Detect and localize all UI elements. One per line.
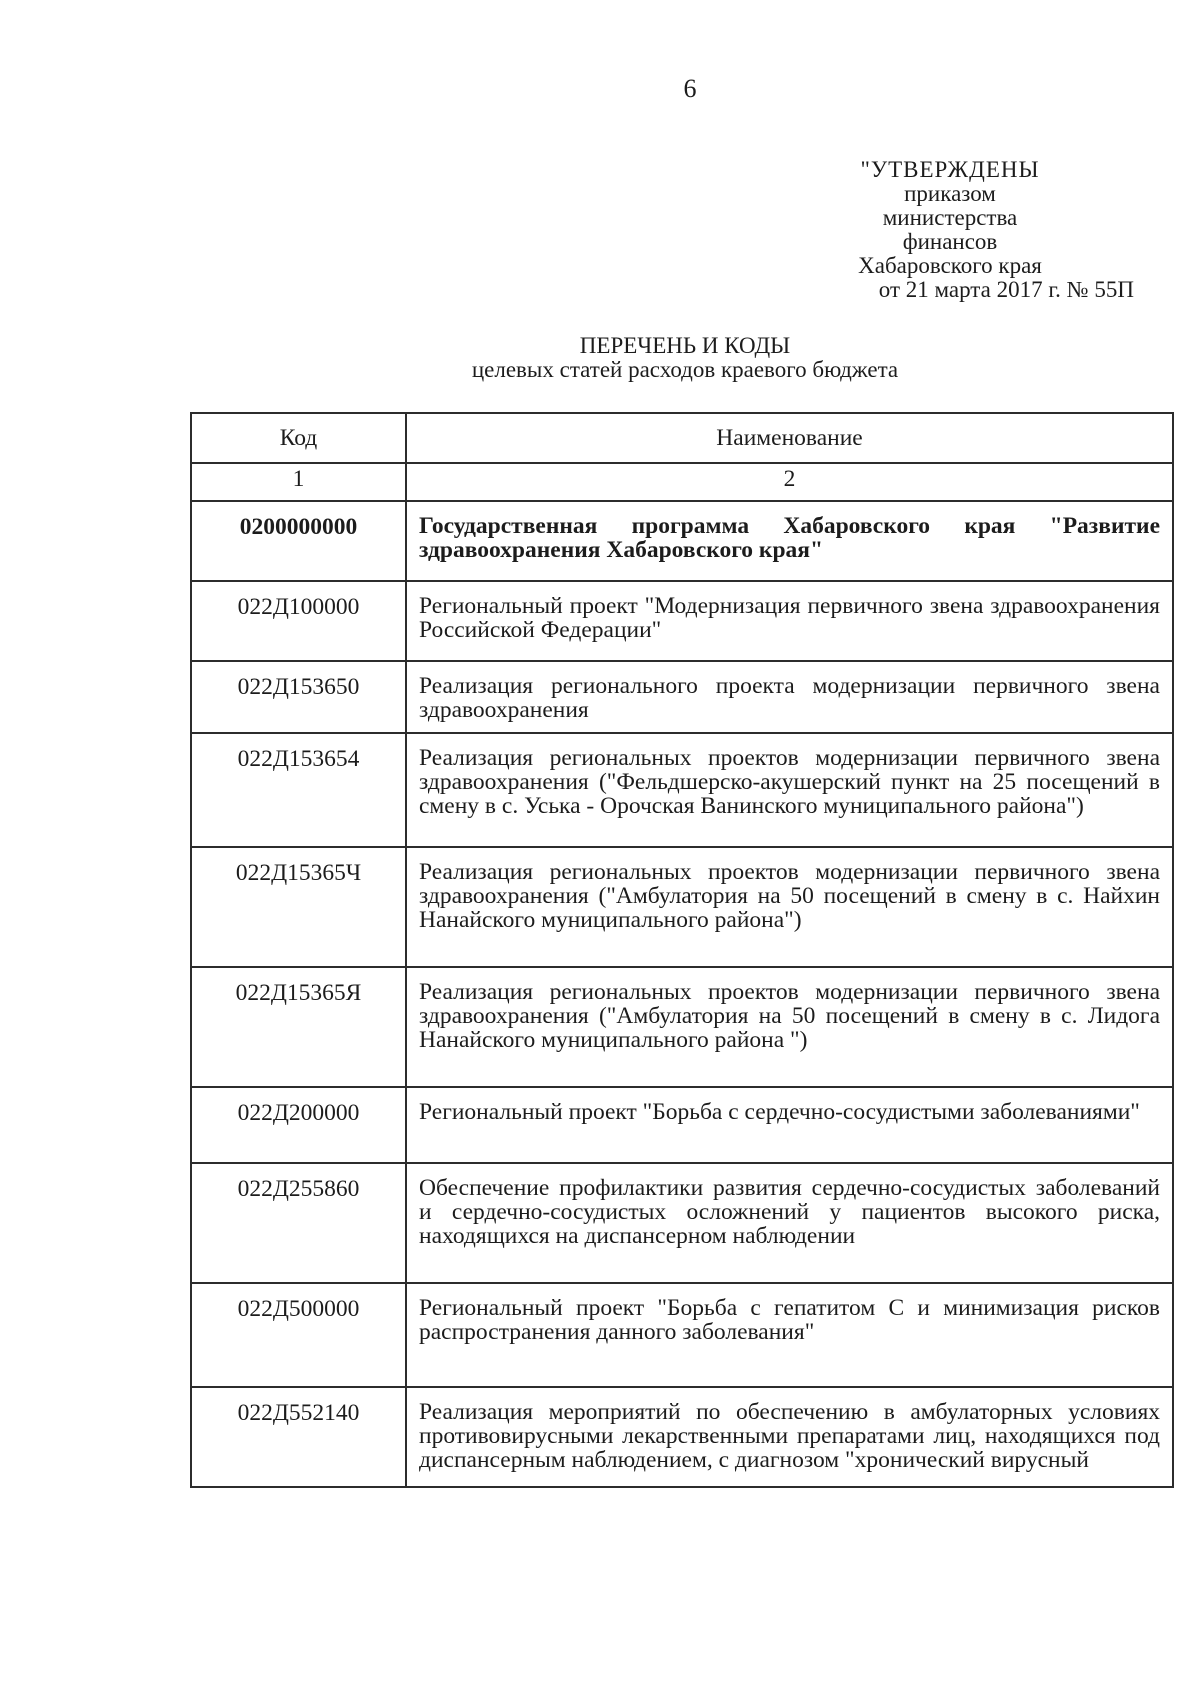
row-name: Реализация региональных проектов модернизации первичного звена здравоохранения ("Фельдшерско-акушерский пункт на 25 посещений в смену в с. Уська - Орочская Ванинского муниципального района"): [406, 733, 1173, 847]
approval-line: приказом: [904, 181, 996, 206]
table-row: [191, 733, 1173, 847]
row-code: 022Д100000: [191, 581, 406, 661]
table-row: [191, 847, 1173, 967]
table-row: [191, 581, 1173, 661]
row-name: Региональный проект "Борьба с сердечно-сосудистыми заболеваниями": [406, 1087, 1173, 1163]
row-name: Обеспечение профилактики развития сердечно-сосудистых заболеваний и сердечно-сосудистых осложнений у пациентов высокого риска, находящихся на диспансерном наблюдении: [406, 1163, 1173, 1283]
column-header-code: Код: [191, 413, 406, 463]
table-row: [191, 1087, 1173, 1163]
row-code: 022Д153654: [191, 733, 406, 847]
table-row: [191, 501, 1173, 581]
approval-date: от 21 марта 2017 г. № 55П: [878, 277, 1134, 302]
row-code: 022Д552140: [191, 1387, 406, 1487]
column-number-name: 2: [406, 463, 1173, 501]
page-number: 6: [683, 74, 697, 103]
row-name: Государственная программа Хабаровского края "Развитие здравоохранения Хабаровского края": [406, 501, 1173, 581]
row-name: Реализация мероприятий по обеспечению в амбулаторных условиях противовирусными лекарственными препаратами лиц, находящихся под диспансерным наблюдением, с диагнозом "хронический вирусный: [406, 1387, 1173, 1487]
row-code: 022Д153650: [191, 661, 406, 733]
row-code: 022Д500000: [191, 1283, 406, 1387]
document-title: [360, 334, 1010, 382]
title-main: ПЕРЕЧЕНЬ И КОДЫ: [579, 333, 791, 358]
table-row: [191, 661, 1173, 733]
table-header-row: [191, 413, 1173, 463]
title-subtitle: целевых статей расходов краевого бюджета: [471, 357, 899, 382]
table-row: [191, 967, 1173, 1087]
column-header-name: Наименование: [406, 413, 1173, 463]
approval-line: министерства: [882, 205, 1018, 230]
table-row: [191, 1387, 1173, 1487]
row-code: 022Д15365Я: [191, 967, 406, 1087]
codes-table: [190, 412, 1174, 1488]
table-row: [191, 1283, 1173, 1387]
row-name: Реализация регионального проекта модернизации первичного звена здравоохранения: [406, 661, 1173, 733]
approval-line: "УТВЕРЖДЕНЫ: [860, 157, 1040, 182]
row-code: 0200000000: [191, 501, 406, 581]
row-code: 022Д15365Ч: [191, 847, 406, 967]
row-name: Региональный проект "Модернизация первичного звена здравоохранения Российской Федерации": [406, 581, 1173, 661]
row-name: Региональный проект "Борьба с гепатитом С и минимизация рисков распространения данного заболевания": [406, 1283, 1173, 1387]
approval-line: Хабаровского края: [858, 253, 1042, 278]
row-name: Реализация региональных проектов модернизации первичного звена здравоохранения ("Амбулатория на 50 посещений в смену в с. Лидога Нанайского муниципального района "): [406, 967, 1173, 1087]
approval-line: финансов: [902, 229, 998, 254]
row-code: 022Д255860: [191, 1163, 406, 1283]
column-number-row: [191, 463, 1173, 501]
table-row: [191, 1163, 1173, 1283]
column-number-code: 1: [191, 463, 406, 501]
approval-block: [780, 157, 1134, 302]
row-code: 022Д200000: [191, 1087, 406, 1163]
row-name: Реализация региональных проектов модернизации первичного звена здравоохранения ("Амбулатория на 50 посещений в смену в с. Найхин Нанайского муниципального района"): [406, 847, 1173, 967]
